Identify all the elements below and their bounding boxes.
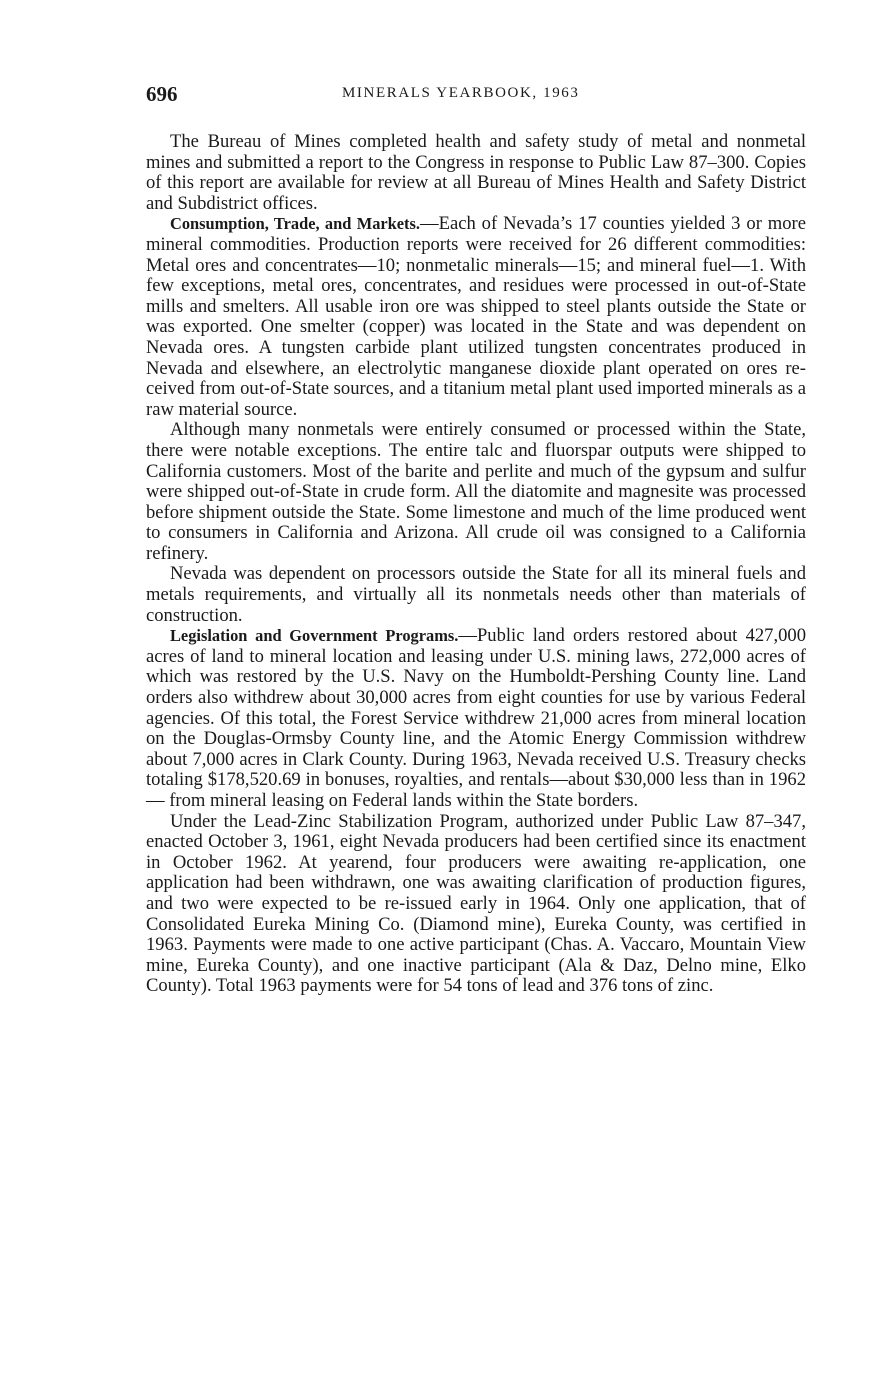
paragraph-nonmetals — [146, 420, 806, 564]
paragraph-text: Nevada was dependent on processors outside the State for all its mineral fuels and metals requirements, and virtually all its nonmetals needs other than materials of construction. — [146, 563, 806, 626]
paragraph-lead-zinc-program — [146, 812, 806, 997]
page-number: 696 — [146, 82, 178, 106]
section-heading-consumption: Consumption, Trade, and Markets. — [170, 214, 420, 234]
paragraph-processors — [146, 564, 806, 626]
paragraph-text: Under the Lead-Zinc Stabilization Program, authorized under Public Law 87–347, enacted October 3, 1961, eight Nevada producers had been certified since its enactment in October 1962. At yearend, four producers were awaiting re-application, one application had been withdrawn, one was awaiting clarification of production figures, and two were expected to be re-issued early in 1964. Only one application, that of Consolidated Eureka Mining Co. (Diamond mine), Eureka County, was certified in 1963. Payments were made to one active participant (Chas. A. Vaccaro, Mountain View mine, Eureka County), and one inactive participant (Ala & Daz, Delno mine, Elko County). Total 1963 payments were for 54 tons of lead and 376 tons of zinc. — [146, 810, 806, 997]
paragraph-text: Although many nonmetals were entirely consumed or processed within the State, there were notable exceptions. The entire talc and fluorspar outputs were shipped to California customers. Most of the barite and perlite and much of the gypsum and sulfur were shipped out-of-State in crude form. All the diatomite and magnesite was processed before shipment outside the State. Some limestone and much of the lime produced went to consumers in California and Arizona. All crude oil was consigned to a California refinery. — [146, 419, 806, 564]
running-head — [146, 82, 806, 116]
paragraph-text: The Bureau of Mines completed health and safety study of metal and nonmetal mines and submitted a report to the Congress in response to Public Law 87–300. Copies of this report are available for review at all Bureau of Mines Health and Safety District and Subdistrict offices. — [146, 131, 806, 214]
paragraph-text: —Public land orders restored about 427,000 acres of land to mineral location and leasing under U.S. mining laws, 272,000 acres of which was restored by the U.S. Navy on the Humboldt-Pershing County line. Land orders also withdrew about 30,000 acres from eight counties for use by various Federal agencies. Of this total, the Forest Service withdrew 21,000 acres from mineral location on the Douglas-Ormsby County line, and the Atomic Energy Commission withdrew about 7,000 acres in Clark County. During 1963, Nevada received U.S. Treasury checks totaling $178,520.69 in bonuses, royalties, and rentals—about $30,000 less than in 1962— from mineral leasing on Federal lands within the State borders. — [146, 625, 806, 811]
running-title: MINERALS YEARBOOK, 1963 — [342, 85, 580, 101]
paragraph-health-safety — [146, 132, 806, 214]
document-page — [146, 82, 806, 997]
section-heading-legislation: Legislation and Government Programs. — [170, 626, 459, 646]
body-text — [146, 132, 806, 997]
paragraph-legislation — [146, 626, 806, 811]
paragraph-text: —Each of Nevada’s 17 counties yielded 3 or more mineral commodities. Production reports were received for 26 different commodities: Metal ores and concentrates—10; nonmetalic minerals—15; and mineral fuel—1. With few exceptions, metal ores, concentrates, and residues were processed in out-of-State mills and smelters. All usable iron ore was shipped to steel plants outside the State or was exported. One smelter (copper) was located in the State and was dependent on Nevada ores. A tungsten carbide plant utilized tungsten concentrates produced in Nevada and elsewhere, an electrolytic manganese dioxide plant operated on ores received from out-of-State sources, and a titanium metal plant used imported minerals as a raw material source. — [146, 213, 807, 420]
paragraph-consumption-trade-markets — [146, 214, 806, 420]
